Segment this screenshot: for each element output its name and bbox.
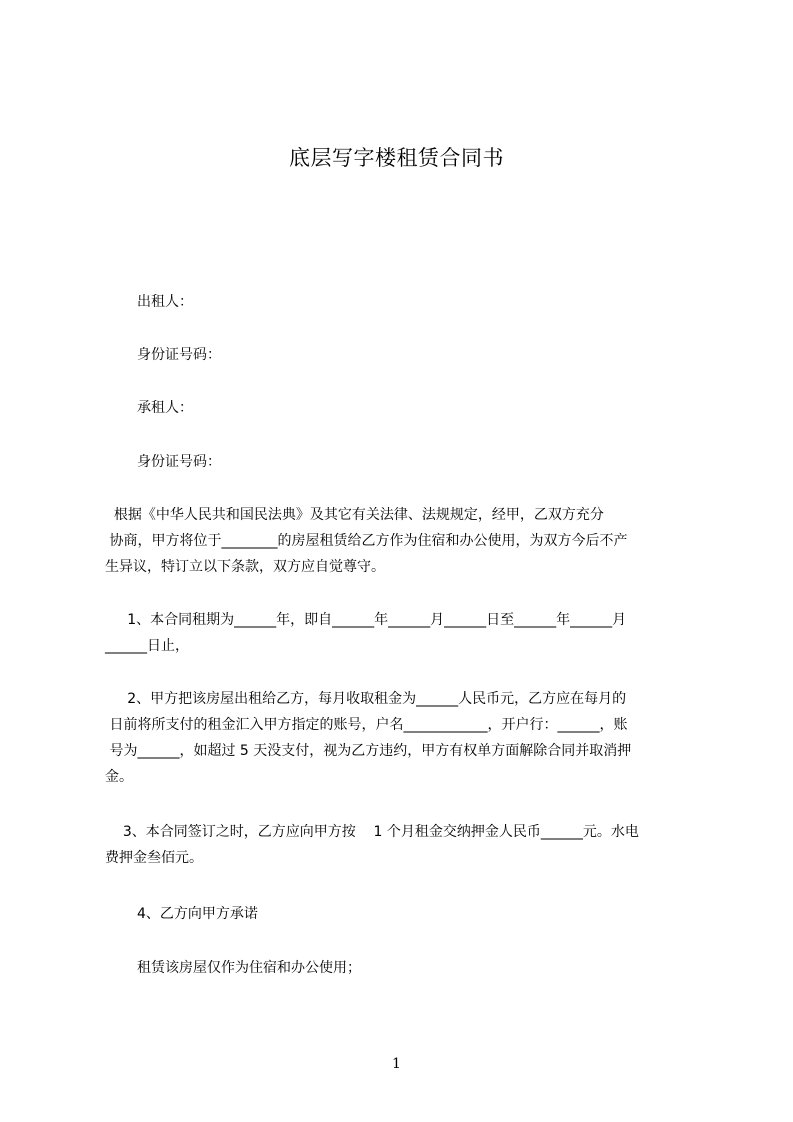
clause-3: [105, 819, 710, 871]
clause-1-line: ______日止，: [105, 638, 189, 654]
clause-2-line: 号为______，如超过 5 天没支付，视为乙方违约，甲方有权单方面解除合同并取消押: [105, 743, 632, 759]
lessor-field: 出租人：: [137, 294, 193, 310]
lessee-id-field: 身份证号码：: [137, 454, 221, 470]
clause-4-heading: 4、乙方向甲方承诺: [137, 906, 258, 922]
intro-line: 生异议，特订立以下条款，双方应自觉尊守。: [105, 559, 385, 575]
lessee-field: 承租人：: [137, 400, 193, 416]
clause-2-line: 2、甲方把该房屋出租给乙方，每月收取租金为______人民币元，乙方应在每月的: [105, 691, 627, 707]
intro-line: 根据《中华人民共和国民法典》及其它有关法律、法规规定，经甲，乙双方充分: [105, 507, 604, 523]
clause-4-item: 租赁该房屋仅作为住宿和办公使用；: [137, 960, 361, 976]
clause-2-line: 日前将所支付的租金汇入甲方指定的账号，户名____________，开户行：______，账: [105, 717, 628, 733]
page-number: 1: [392, 1056, 401, 1072]
intro-line: 协商，甲方将位于________的房屋租赁给乙方作为住宿和办公使用，为双方今后不产: [105, 533, 628, 549]
clause-1: [105, 607, 710, 659]
page-title: 底层写字楼租赁合同书: [289, 146, 504, 170]
lessor-id-field: 身份证号码：: [137, 347, 221, 363]
clause-2: [105, 686, 710, 790]
intro-paragraph: [105, 502, 710, 580]
clause-1-line: 1、本合同租期为______年，即自______年______月______日至______年______月: [105, 612, 627, 628]
clause-2-line: 金。: [105, 769, 133, 785]
clause-3-line: 3、本合同签订之时，乙方应向甲方按 1 个月租金交纳押金人民币______元。水电: [105, 824, 639, 840]
clause-3-line: 费押金叁佰元。: [105, 850, 203, 866]
